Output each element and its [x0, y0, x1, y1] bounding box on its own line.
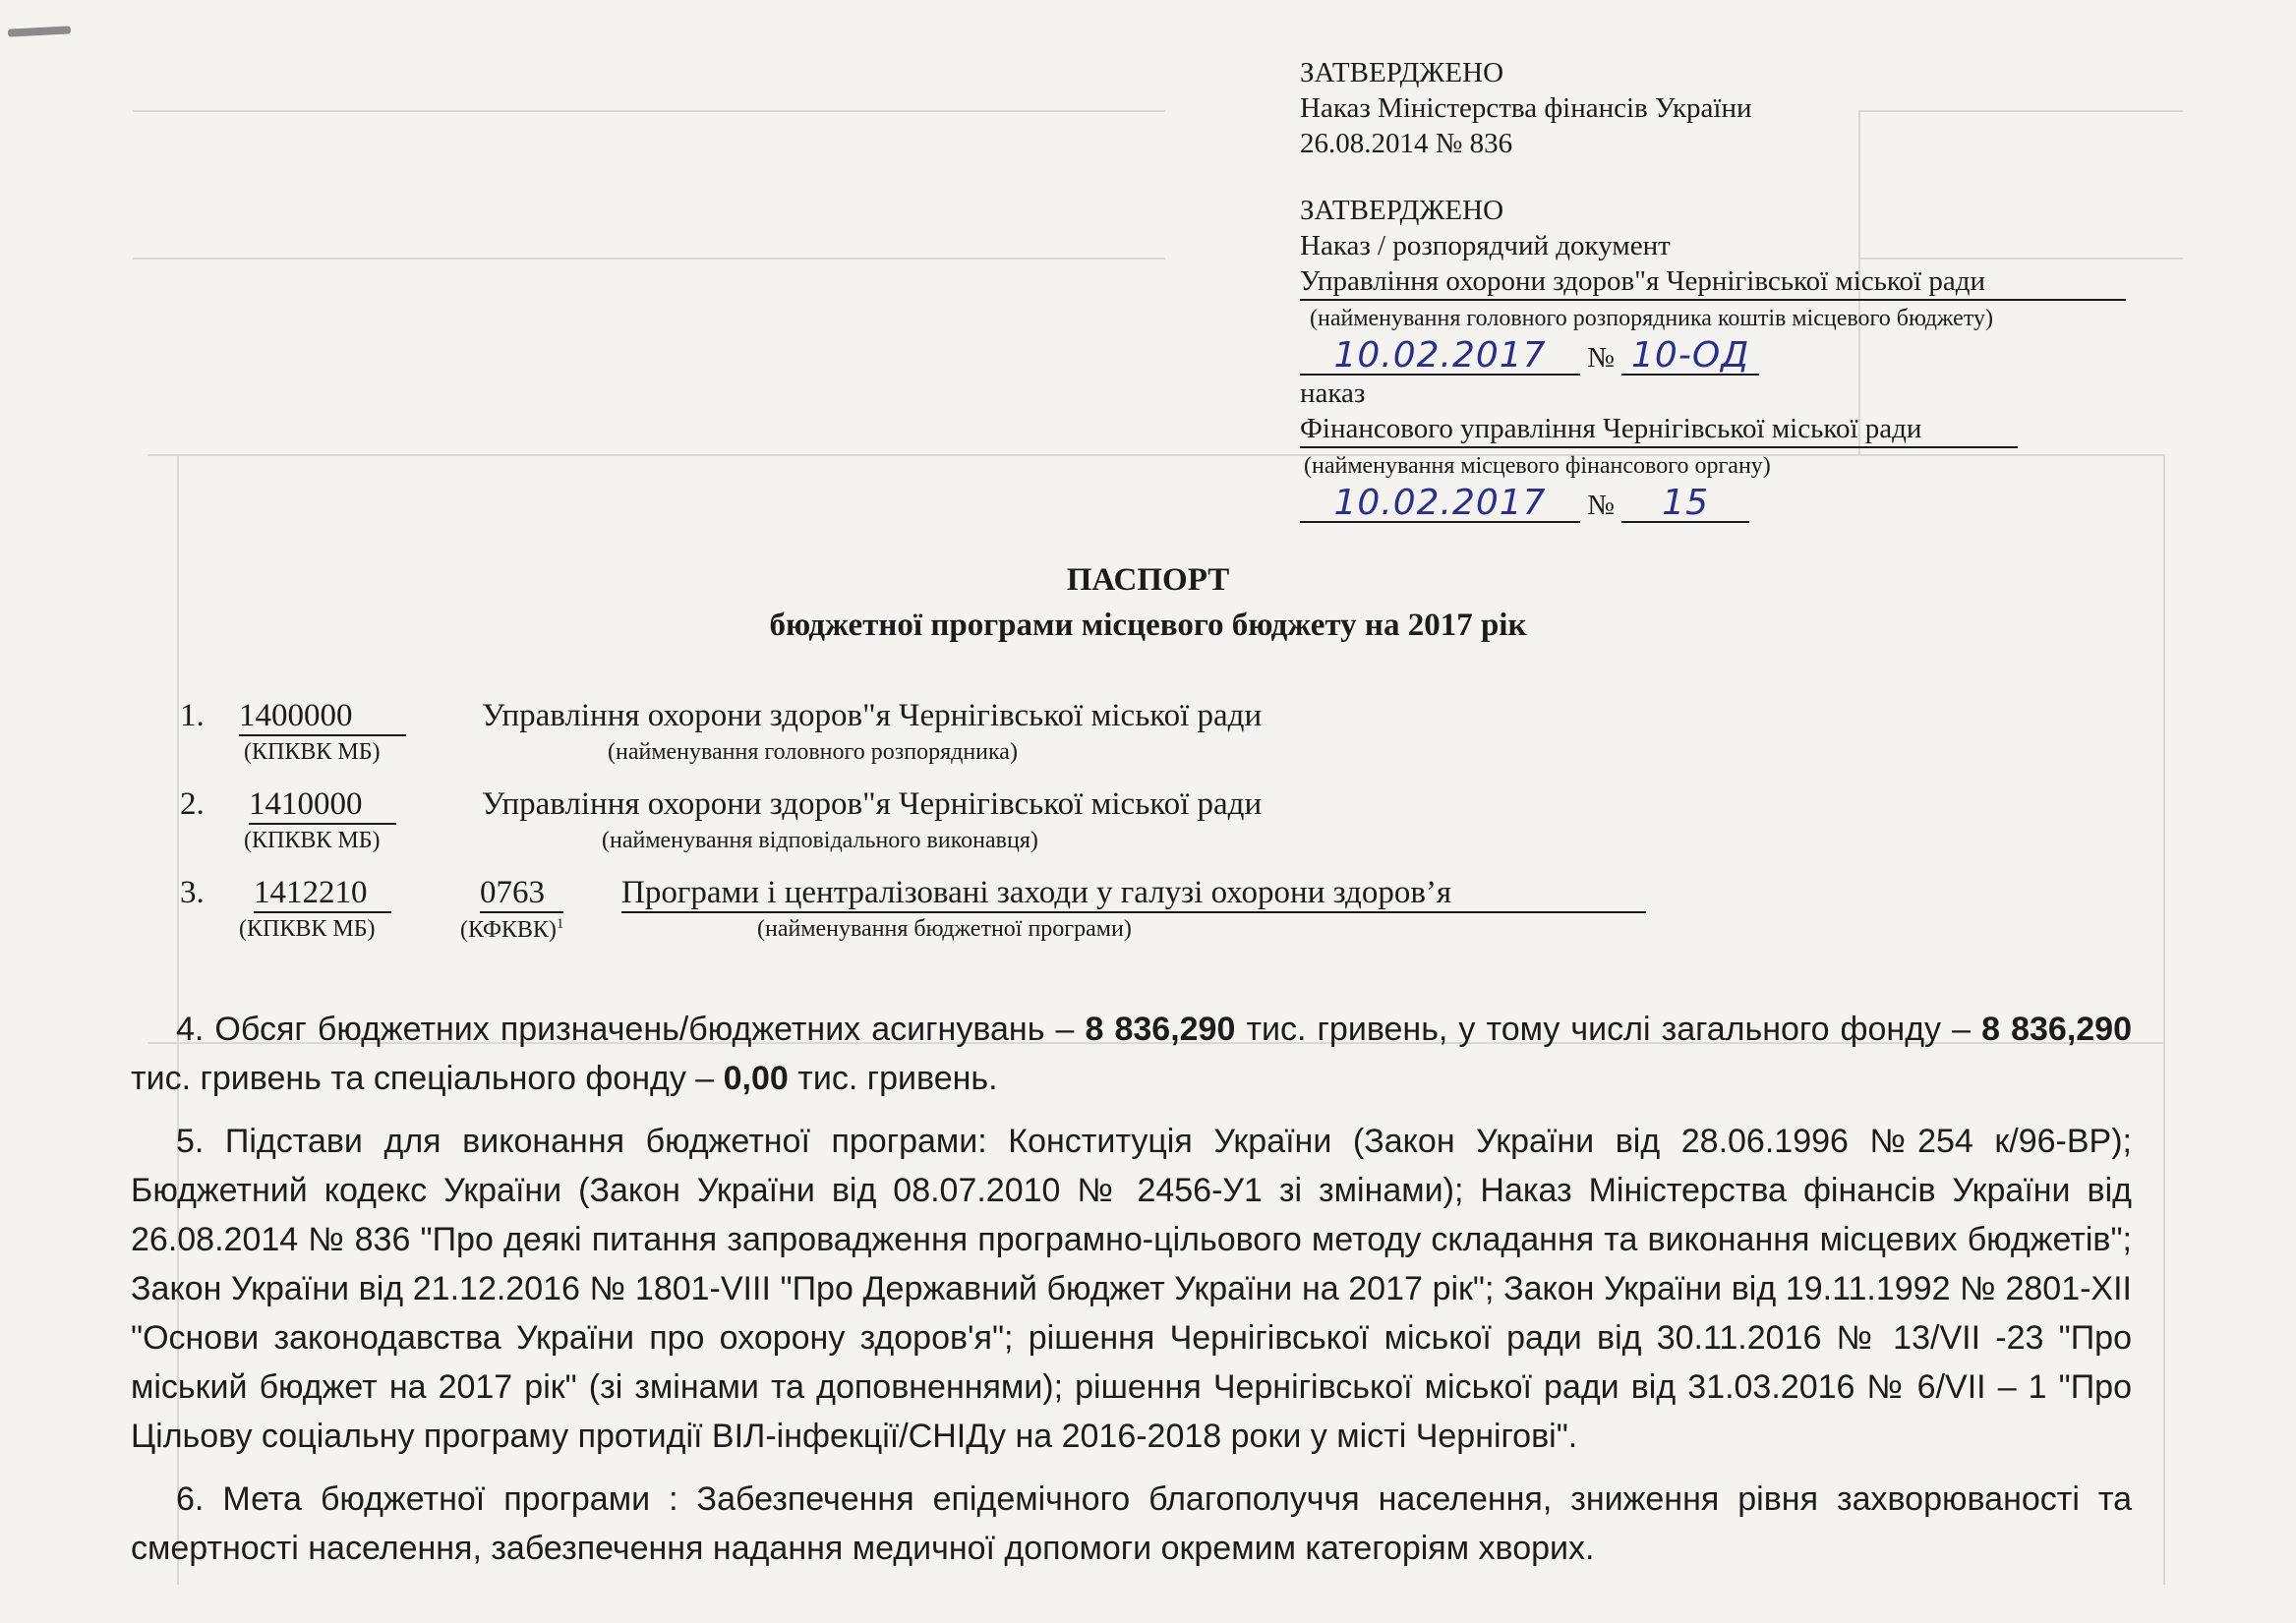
p4-amount-general: 8 836,290: [1981, 1011, 2132, 1048]
item-1-code: 1400000: [239, 698, 406, 736]
staple-mark: [8, 26, 71, 36]
item-3-code: 1412210: [254, 875, 391, 913]
p4-text-b: тис. гривень, у тому числі загального фонду –: [1235, 1011, 1982, 1048]
item-2-code-caption: (КПКВК МБ): [244, 828, 381, 853]
item-2-name-caption: (найменування відповідального виконавця): [602, 828, 1038, 853]
number-sign-2: №: [1587, 490, 1615, 521]
item-2-code: 1410000: [249, 786, 396, 825]
approval-2-org-caption: (найменування головного розпорядника коштів місцевого бюджету): [1310, 306, 1993, 331]
item-3-code2: 0763: [480, 875, 563, 913]
footnote-mark: 1: [556, 916, 564, 932]
item-3-code2-caption: (КФКВК): [460, 917, 557, 943]
item-3-number: 3.: [180, 875, 205, 910]
finance-org-caption: (найменування місцевого фінансового органу): [1304, 453, 1771, 479]
approval-1-line1: Наказ Міністерства фінансів України: [1300, 92, 1752, 124]
bleed-line: [133, 258, 1165, 260]
p4-text-d: тис. гривень.: [788, 1060, 998, 1097]
item-3-name: Програми і централізовані заходи у галузі охорони здоров’я: [621, 875, 1646, 913]
number-sign: №: [1587, 342, 1615, 374]
item-2-number: 2.: [180, 786, 205, 822]
finance-org: Фінансового управління Чернігівської міської ради: [1300, 411, 2018, 448]
page-subtitle: бюджетної програми місцевого бюджету на 2017 рік: [769, 608, 1527, 643]
item-1-code-caption: (КПКВК МБ): [244, 739, 381, 765]
bleed-line: [133, 110, 1165, 112]
approval-number-handwritten: 10-ОД: [1621, 338, 1759, 376]
approval-2-org: Управління охорони здоров"я Чернігівської міської ради: [1300, 263, 2126, 301]
paragraph-4-budget: [131, 1005, 2132, 1103]
approval-2-heading: ЗАТВЕРДЖЕНО: [1300, 195, 1504, 226]
p4-amount-total: 8 836,290: [1085, 1011, 1236, 1048]
bleed-line: [1858, 110, 2183, 112]
finance-date-handwritten: 10.02.2017: [1300, 486, 1580, 523]
order-word: наказ: [1300, 377, 1366, 409]
item-1-number: 1.: [180, 698, 205, 733]
page-title: ПАСПОРТ: [1066, 562, 1230, 598]
approval-block-1: [1300, 55, 1752, 161]
finance-number-handwritten: 15: [1621, 486, 1749, 523]
p4-text-c: тис. гривень та спеціального фонду –: [131, 1060, 724, 1097]
approval-1-line2: 26.08.2014 № 836: [1300, 128, 1513, 159]
item-3-code-caption: (КПКВК МБ): [239, 916, 376, 942]
approval-2-line1: Наказ / розпорядчий документ: [1300, 230, 1671, 261]
approval-1-heading: ЗАТВЕРДЖЕНО: [1300, 57, 1504, 88]
item-1-name: Управління охорони здоров"я Чернігівської міської ради: [482, 698, 1263, 733]
approval-date-handwritten: 10.02.2017: [1300, 338, 1580, 376]
p4-amount-special: 0,00: [723, 1060, 789, 1097]
item-2-name: Управління охорони здоров"я Чернігівської міської ради: [482, 786, 1263, 822]
p4-text-a: 4. Обсяг бюджетних призначень/бюджетних асигнувань –: [176, 1011, 1086, 1048]
item-3-name-caption: (найменування бюджетної програми): [757, 916, 1132, 942]
item-1-name-caption: (найменування головного розпорядника): [608, 739, 1018, 765]
approval-block-2: [1300, 193, 2126, 523]
paragraph-6-goal: 6. Мета бюджетної програми : Забезпечення епідемічного благополуччя населення, зниження рівня захворюваності та смертності населення, забезпечення надання медичної допомоги окремим категоріям хворих.: [131, 1480, 2132, 1567]
paragraph-5-legal-basis: 5. Підстави для виконання бюджетної програми: Конституція України (Закон України від 28.06.1996 №254 к/96-ВР); Бюджетний кодекс України (Закон України від 08.07.2010 № 2456-У1 зі змінами); Наказ Міністерства фінансів України від 26.08.2014 № 836 "Про деякі питання запровадження програмно-цільового методу складання та виконання місцевих бюджетів"; Закон України від 21.12.2016 № 1801-VIII "Про Державний бюджет України на 2017 рік"; Закон України від 19.11.1992 № 2801-XII "Основи законодавства України про охорону здоров'я"; рішення Чернігівської міської ради від 30.11.2016 № 13/VII -23 "Про міський бюджет на 2017 рік" (зі змінами та доповненнями); рішення Чернігівської міської ради від 31.03.2016 № 6/VII – 1 "Про Цільову соціальну програму протидії ВІЛ-інфекції/СНІДу на 2016-2018 роки у місті Чернігові".: [131, 1123, 2132, 1455]
